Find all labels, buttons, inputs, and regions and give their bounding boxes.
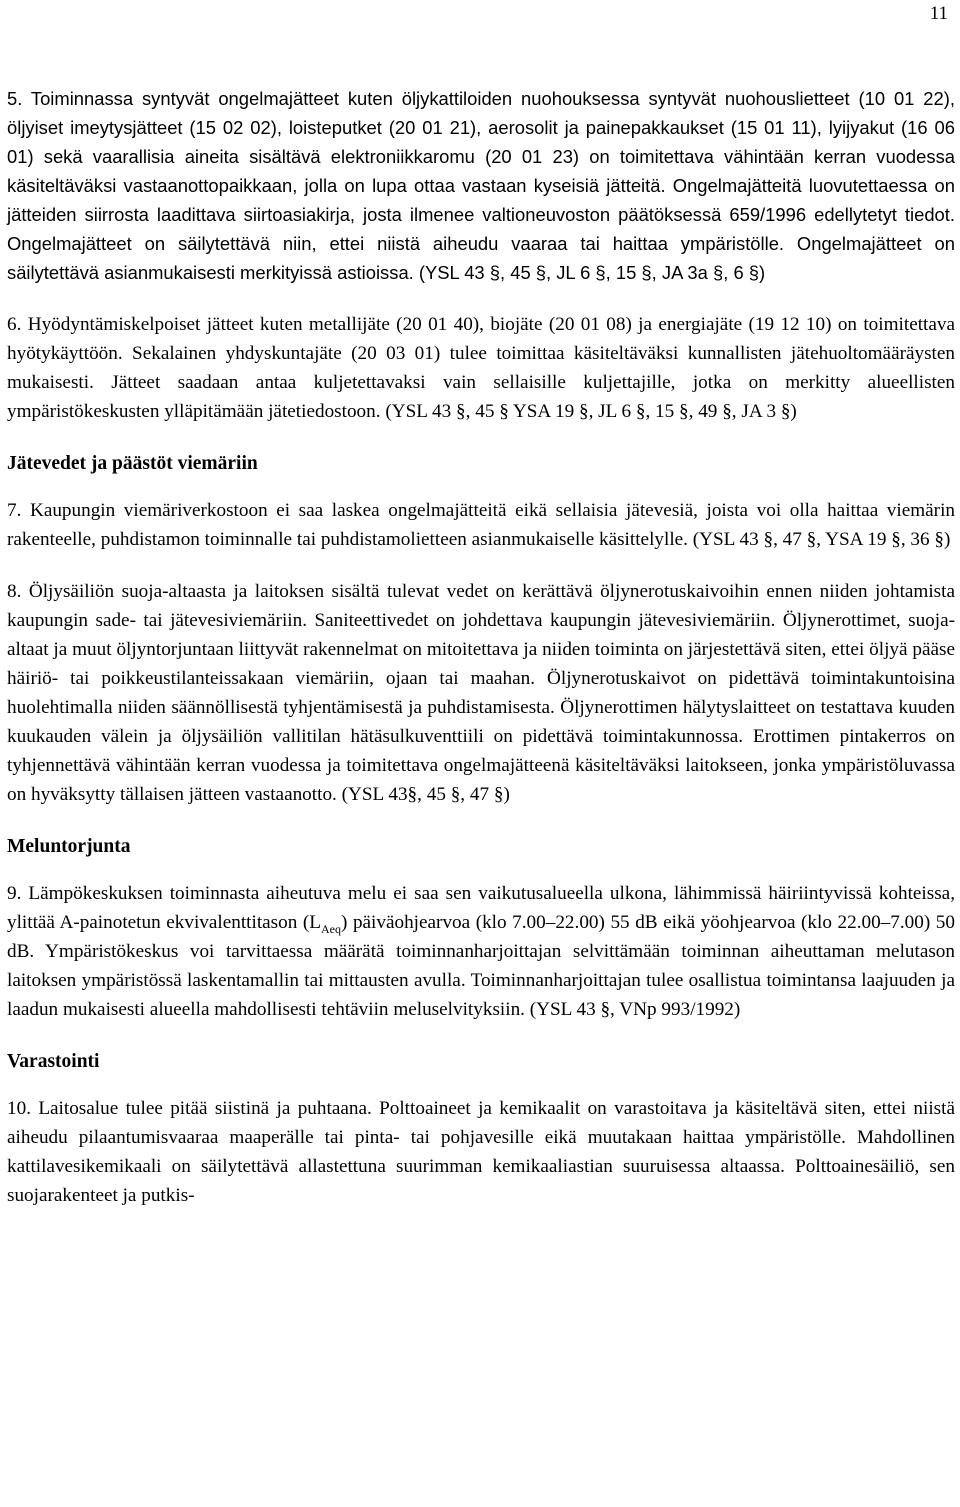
heading-varastointi: Varastointi bbox=[7, 1051, 100, 1072]
paragraph-9-text-b: ) päiväohjearvoa (klo 7.00–22.00) 55 dB eikä yöohjearvoa (klo 22.00–7.00) 50 dB. Ympäristökeskus voi tarvittaessa määrätä toiminnanharjoittajan selvittämään toiminnan aiheuttaman melutason laitoksen ympäristössä laskentamallin tai mittausten avulla. Toiminnanharjoittajan tulee osallistua toimintansa laajuuden ja laadun mukaisesti alueella mahdollisesti tehtäviin meluselvityksiin. (YSL 43 §, VNp 993/1992) bbox=[7, 912, 955, 1020]
paragraph-9-text-a: 9. Lämpökeskuksen toiminnasta aiheutuva melu ei saa sen vaikutusalueella ulkona, lähimmissä häiriintyvissä kohteissa, ylittää A-painotetun ekvivalenttitason (L bbox=[7, 883, 955, 933]
heading-jatevedet: Jätevedet ja päästöt viemäriin bbox=[7, 453, 258, 474]
document-body bbox=[7, 84, 955, 1210]
paragraph-5: 5. Toiminnassa syntyvät ongelmajätteet kuten öljykattiloiden nuohouksessa syntyvät nuohouslietteet (10 01 22), öljyiset imeytysjätteet (15 02 02), loisteputket (20 01 21), aerosolit ja painepakkaukset (15 01 11), lyijyakut (16 06 01) sekä vaarallisia aineita sisältävä elektroniikkaromu (20 01 23) on toimitettava vähintään kerran vuodessa käsiteltäväksi vastaanottopaikkaan, jolla on lupa ottaa vastaan kyseisiä jätteitä. Ongelmajätteitä luovutettaessa on jätteiden siirrosta laadittava siirtoasiakirja, josta ilmenee valtioneuvoston päätöksessä 659/1996 edellytetyt tiedot. Ongelmajätteet on säilytettävä niin, ettei niistä aiheudu vaaraa tai haittaa ympäristölle. Ongelmajätteet on säilytettävä asianmukaisesti merkityissä astioissa. (YSL 43 §, 45 §, JL 6 §, 15 §, JA 3a §, 6 §) bbox=[7, 88, 955, 283]
page-number: 11 bbox=[929, 3, 948, 24]
laeq-subscript: Aeq bbox=[321, 921, 341, 936]
heading-meluntorjunta: Meluntorjunta bbox=[7, 836, 131, 857]
paragraph-10: 10. Laitosalue tulee pitää siistinä ja puhtaana. Polttoaineet ja kemikaalit on varastoitava ja käsiteltävä siten, ettei niistä aiheudu pilaantumisvaaraa maaperälle tai pinta- tai pohjavesille eikä muutakaan haittaa ympäristölle. Mahdollinen kattilavesikemikaali on säilytettävä allastettuna suurimman kemikaaliastian suuruisessa altaassa. Polttoainesäiliö, sen suojarakenteet ja putkis- bbox=[7, 1098, 955, 1206]
paragraph-9 bbox=[7, 879, 955, 1024]
paragraph-6: 6. Hyödyntämiskelpoiset jätteet kuten metallijäte (20 01 40), biojäte (20 01 08) ja energiajäte (19 12 10) on toimitettava hyötykäyttöön. Sekalainen yhdyskuntajäte (20 03 01) tulee toimittaa käsiteltäväksi kunnallisten jätehuoltomääräysten mukaisesti. Jätteet saadaan antaa kuljetettavaksi vain sellaisille kuljettajille, jotka on merkitty alueellisten ympäristökeskusten ylläpitämään jätetiedostoon. (YSL 43 §, 45 § YSA 19 §, JL 6 §, 15 §, 49 §, JA 3 §) bbox=[7, 314, 955, 422]
paragraph-7: 7. Kaupungin viemäriverkostoon ei saa laskea ongelmajätteitä eikä sellaisia jätevesiä, joista voi olla haittaa viemärin rakenteelle, puhdistamon toiminnalle tai puhdistamolietteen asianmukaiselle käsittelylle. (YSL 43 §, 47 §, YSA 19 §, 36 §) bbox=[7, 500, 955, 550]
paragraph-8: 8. Öljysäiliön suoja-altaasta ja laitoksen sisältä tulevat vedet on kerättävä öljynerotuskaivoihin ennen niiden johtamista kaupungin sade- tai jätevesiviemäriin. Saniteettivedet on johdettava kaupungin jätevesiviemäriin. Öljynerottimet, suoja-altaat ja muut öljyntorjuntaan liittyvät rakennelmat on mitoitettava ja niiden toiminta on järjestettävä siten, ettei öljyä pääse häiriö- tai poikkeustilanteissakaan viemäriin, ojaan tai maahan. Öljynerotuskaivot on pidettävä toimintakuntoisina huolehtimalla niiden säännöllisestä tyhjentämisestä ja puhdistamisesta. Öljynerottimen hälytyslaitteet on testattava kuuden kuukauden välein ja öljysäiliön vallitilan hätäsulkuventtiili on pidettävä toimintakunnossa. Erottimen pintakerros on tyhjennettävä vähintään kerran vuodessa ja toimitettava ongelmajätteenä käsiteltäväksi laitokseen, jonka ympäristöluvassa on hyväksytty tällaisen jätteen vastaanotto. (YSL 43§, 45 §, 47 §) bbox=[7, 581, 955, 805]
